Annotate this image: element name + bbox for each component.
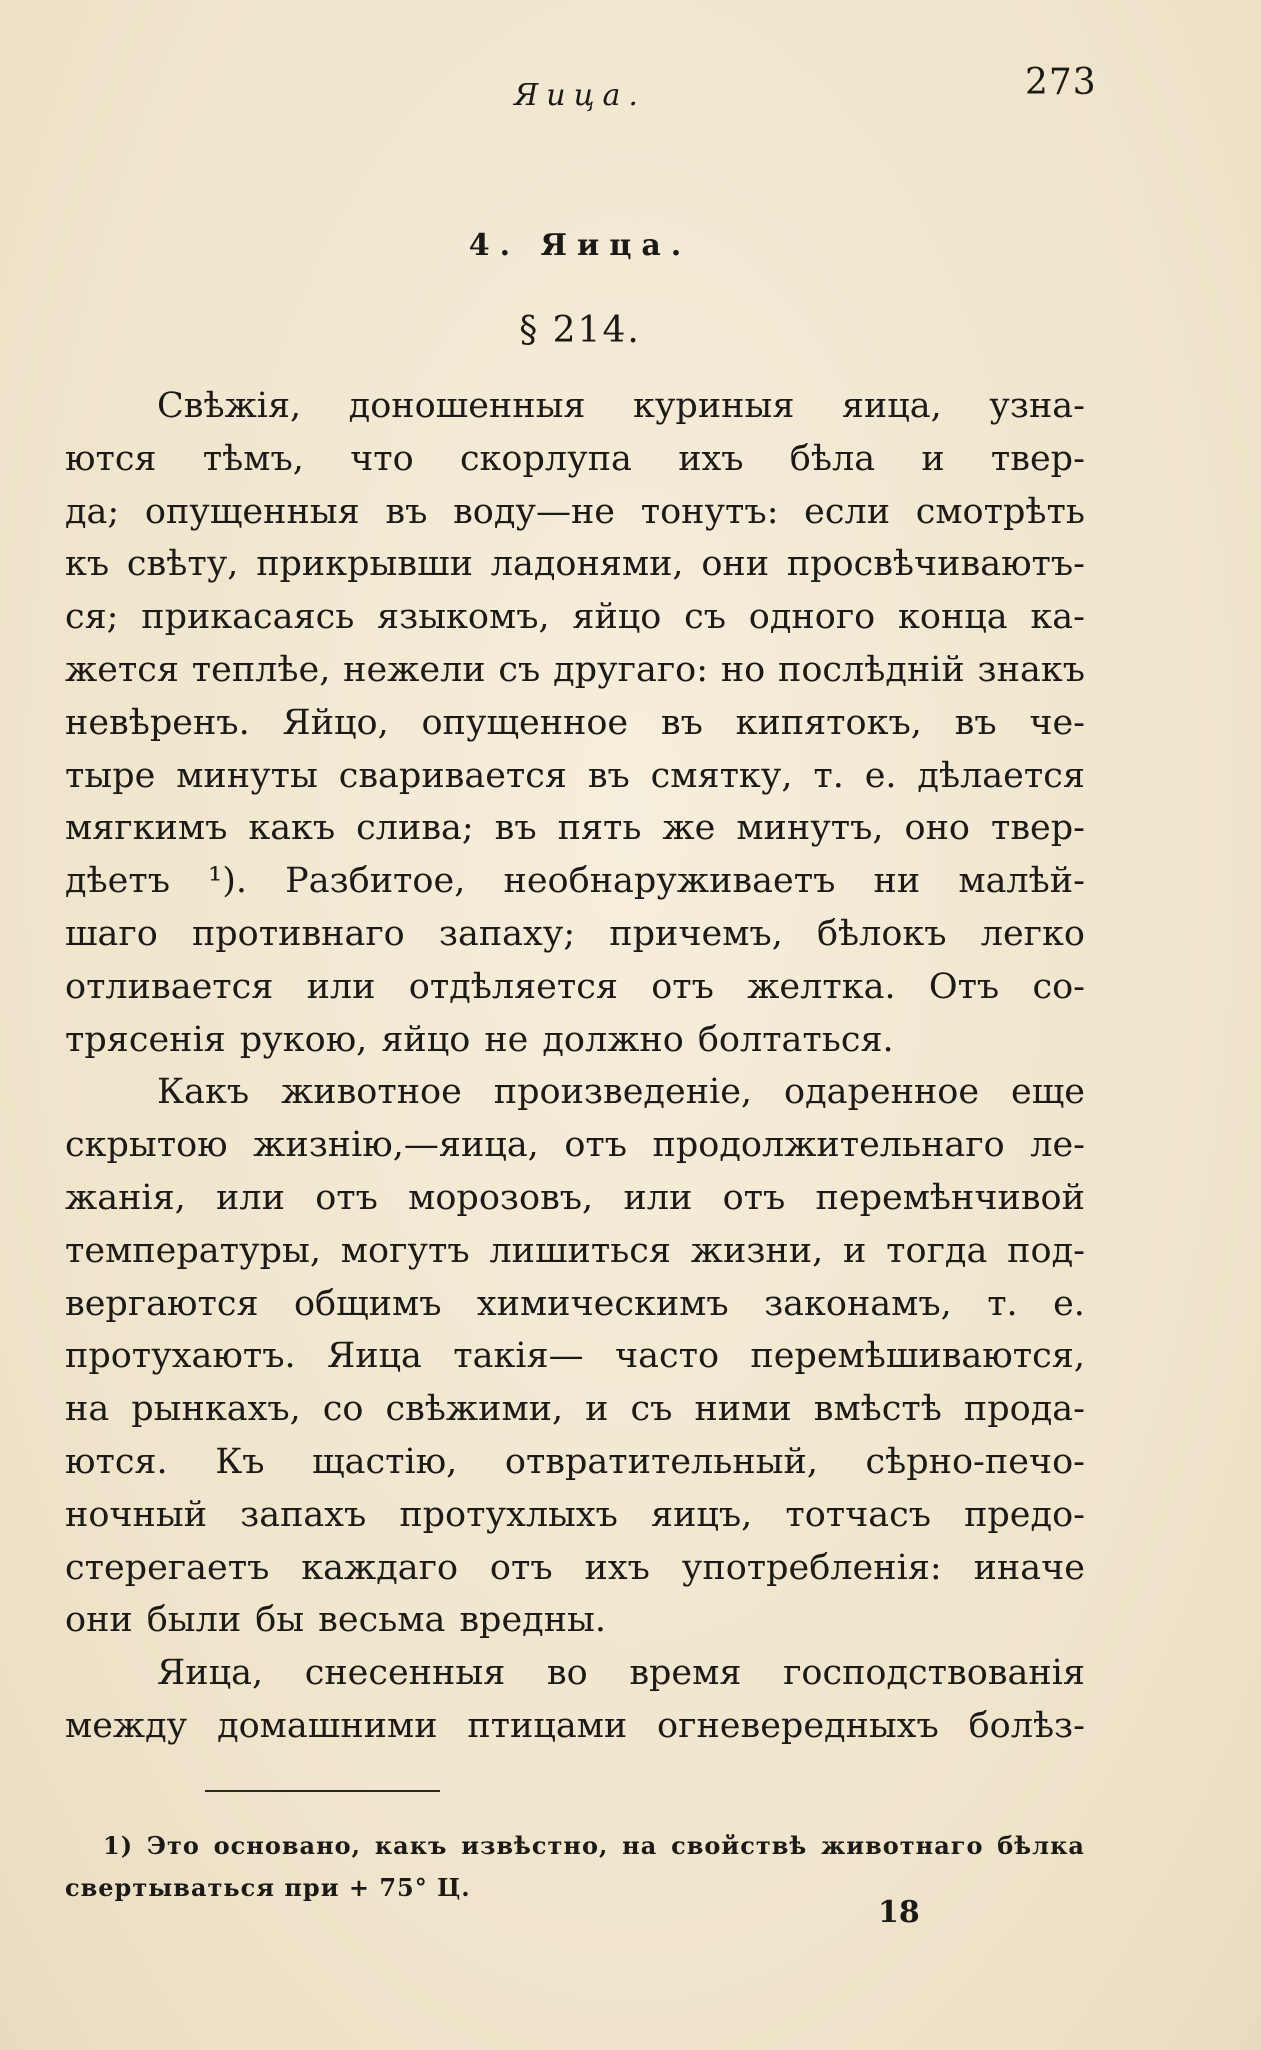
text-line: между домашними птицами огневередныхъ болѣз-: [65, 1705, 1085, 1746]
footnote-divider: [205, 1790, 440, 1792]
text-line: ются тѣмъ, что скорлупа ихъ бѣла и твер-: [65, 438, 1085, 479]
text-line: протухаютъ. Яица такія— часто перемѣшиваются,: [65, 1336, 1085, 1377]
text-line: вергаются общимъ химическимъ законамъ, т. е.: [65, 1283, 1085, 1324]
body-text: [65, 380, 1085, 1753]
text-line: скрытою жизнію,—яица, отъ продолжительнаго ле-: [65, 1125, 1085, 1166]
text-line: къ свѣту, прикрывши ладонями, они просвѣчиваютъ-: [65, 544, 1085, 585]
text-line: на рынкахъ, со свѣжими, и съ ними вмѣстѣ прода-: [65, 1389, 1085, 1430]
signature-mark: 18: [878, 1895, 920, 1930]
text-line: они были бы весьма вредны.: [65, 1600, 607, 1641]
text-line: дѣетъ ¹). Разбитое, необнаруживаетъ ни малѣй-: [65, 861, 1085, 902]
text-line: температуры, могутъ лишиться жизни, и тогда под-: [65, 1230, 1085, 1271]
text-line: тыре минуты сваривается въ смятку, т. е. дѣлается: [65, 755, 1085, 796]
text-line: да; опущенныя въ воду—не тонутъ: если смотрѣть: [65, 491, 1085, 532]
text-line: мягкимъ какъ слива; въ пять же минутъ, оно твер-: [65, 808, 1085, 849]
text-line: ся; прикасаясь языкомъ, яйцо съ одного конца ка-: [65, 597, 1085, 638]
running-head: Яица.: [514, 78, 646, 113]
text-line: невѣренъ. Яйцо, опущенное въ кипятокъ, въ че-: [65, 702, 1085, 743]
text-line: Свѣжія, доношенныя куриныя яица, узна-: [157, 386, 1085, 426]
footnote-line-2: свертываться при + 75° Ц.: [65, 1873, 471, 1902]
text-line: шаго противнаго запаху; причемъ, бѣлокъ легко: [65, 913, 1085, 954]
text-line: Какъ животное произведеніе, одаренное еще: [157, 1072, 1085, 1113]
text-line: ночный запахъ протухлыхъ яицъ, тотчасъ предо-: [65, 1494, 1085, 1535]
footnote: [65, 1825, 1085, 1909]
text-line: трясенія рукою, яйцо не должно болтаться.: [65, 1019, 894, 1060]
text-line: ются. Къ щастію, отвратительный, сѣрно-печо-: [65, 1441, 1085, 1482]
text-line: жется теплѣе, нежели съ другаго: но послѣдній знакъ: [65, 649, 1085, 690]
text-line: отливается или отдѣляется отъ желтка. Отъ со-: [65, 966, 1085, 1007]
text-line: Яица, снесенныя во время господствованія: [157, 1653, 1085, 1694]
text-line: жанія, или отъ морозовъ, или отъ перемѣнчивой: [65, 1177, 1085, 1218]
footnote-line-1: 1) Это основано, какъ извѣстно, на свойствѣ животнаго бѣлка: [103, 1831, 1085, 1860]
section-title: 4. Яица.: [468, 228, 692, 263]
page-number: 273: [1025, 62, 1097, 103]
text-line: стерегаетъ каждаго отъ ихъ употребленія: иначе: [65, 1547, 1085, 1588]
paragraph-number: § 214.: [519, 310, 641, 351]
